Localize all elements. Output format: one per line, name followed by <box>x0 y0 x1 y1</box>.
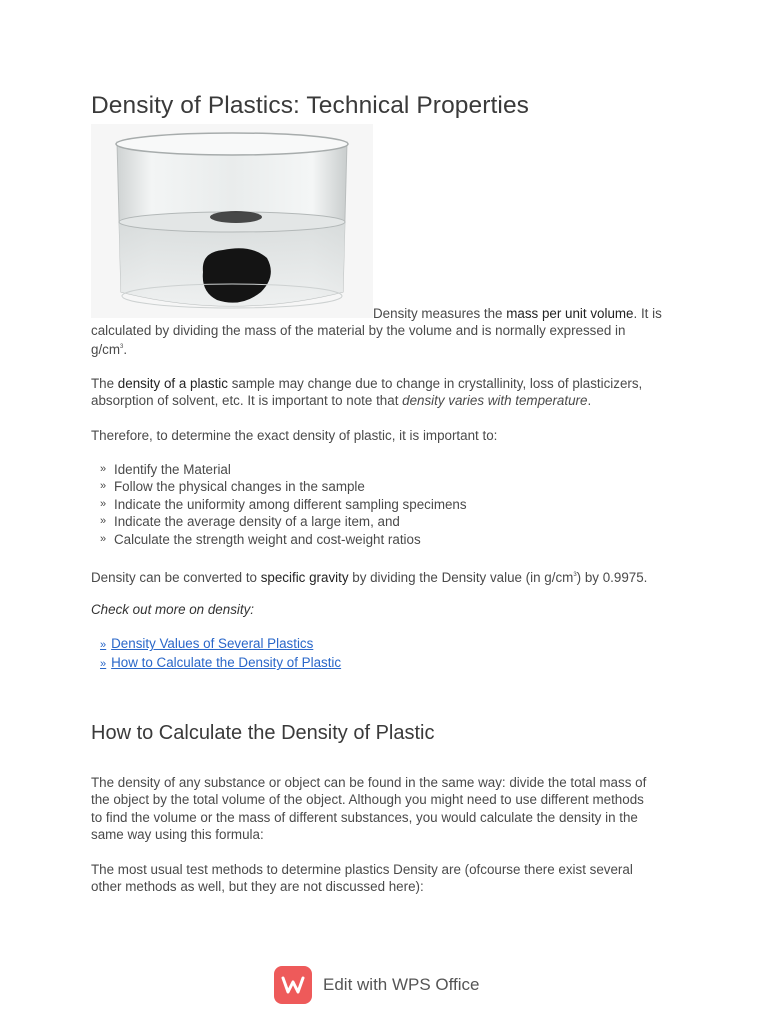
requirements-list <box>100 461 467 548</box>
calculation-paragraph: The density of any substance or object can be found in the same way: divide the total mass of the object by the total volume of the object. Although you might need to use different methods to find the volume or the mass of different substances, you would calculate the density in the same way using this formula: <box>91 775 647 843</box>
specific-gravity-paragraph: Density can be converted to specific gravity by dividing the Density value (in $g/cm^3$) by 0.9975. <box>91 570 648 585</box>
density-variation-paragraph: The density of a plastic sample may change due to change in crystallinity, loss of plasticizers, absorption of solvent, etc. It is important to note that density varies with temperature. <box>91 376 643 409</box>
check-more-label: Check out more on density: <box>91 602 255 617</box>
related-links <box>100 635 341 674</box>
list-item: » Calculate the strength weight and cost-weight ratios <box>100 531 421 547</box>
page-title: Density of Plastics: Technical Properties <box>91 92 530 119</box>
wps-logo-icon <box>274 966 312 1004</box>
list-item: » Indicate the average density of a large item, and <box>100 514 400 530</box>
list-item: » Indicate the uniformity among different sampling specimens <box>100 496 467 512</box>
link-density-values[interactable] <box>100 635 341 654</box>
link-calculate-density-anchor[interactable]: » How to Calculate the Density of Plastic <box>100 655 342 671</box>
link-calculate-density[interactable] <box>100 654 341 673</box>
section-heading: How to Calculate the Density of Plastic <box>91 722 435 744</box>
list-item: » Identify the Material <box>100 462 231 477</box>
requirements-intro: Therefore, to determine the exact density of plastic, it is important to: <box>91 428 498 443</box>
intro-line-1: Density measures the mass per unit volume. It is <box>373 306 662 321</box>
wps-label: Edit with WPS Office <box>323 975 480 994</box>
intro-paragraph: calculated by dividing the mass of the material by the volume and is normally expressed in $g/cm^3$. <box>91 323 626 358</box>
link-density-values-anchor[interactable]: » Density Values of Several Plastics <box>100 636 314 651</box>
glass-beaker-image <box>91 124 373 318</box>
edit-with-wps-button[interactable] <box>274 964 480 1006</box>
test-methods-paragraph: The most usual test methods to determine plastics Density are (ofcourse there exist several other methods as well, but they are not discussed here): <box>91 862 633 895</box>
list-item: » Follow the physical changes in the sample <box>100 479 365 495</box>
